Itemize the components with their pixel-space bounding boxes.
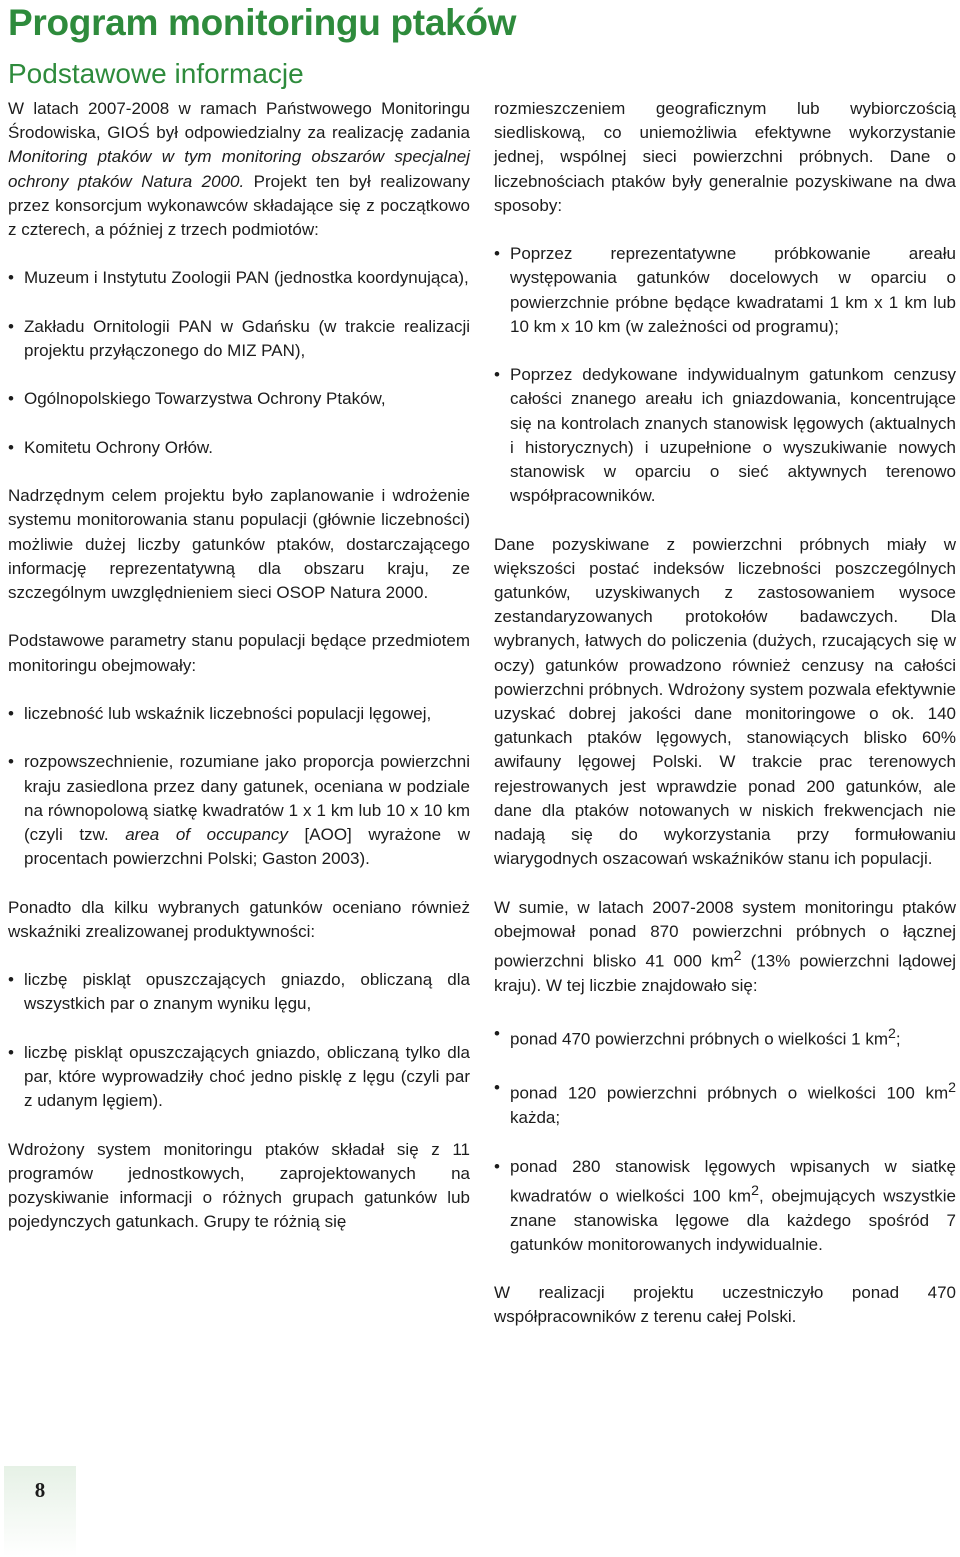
list-item-text-b: ; <box>895 1029 901 1049</box>
list-item: • liczebność lub wskaźnik liczebności populacji lęgowej, <box>8 702 470 726</box>
consortium-list <box>8 266 470 460</box>
methods-list <box>494 242 956 508</box>
right-column <box>494 97 956 1354</box>
list-item: • Muzeum i Instytutu Zoologii PAN (jednostka koordynująca), <box>8 266 470 290</box>
summary-text-b: (13% powierzchni lądowej kraju). W tej liczbie znajdowało się: <box>494 951 956 995</box>
list-item-text-a: ponad 120 powierzchni próbnych o wielkości 100 km <box>510 1084 949 1103</box>
page-number: 8 <box>34 1478 46 1502</box>
productivity-list <box>8 968 470 1113</box>
summary-paragraph <box>494 896 956 998</box>
list-item-text-a: ponad 470 powierzchni próbnych o wielkości 1 km <box>510 1029 888 1049</box>
section-subtitle: Podstawowe informacje <box>8 58 304 89</box>
list-item: • Komitetu Ochrony Orłów. <box>8 436 470 460</box>
list-item-text-b: , obejmujących wszystkie znane stanowiska lęgowe dla każdego spośród 7 gatunków monitorowanych indywidualnie. <box>510 1186 956 1254</box>
list-item: • Ogólnopolskiego Towarzystwa Ochrony Ptaków, <box>8 387 470 411</box>
page-title: Program monitoringu ptaków <box>8 2 517 43</box>
list-item: • liczbę piskląt opuszczających gniazdo, obliczaną dla wszystkich par o znanym wyniku lęgu, <box>8 968 470 1016</box>
parameters-paragraph: Podstawowe parametry stanu populacji będące przedmiotem monitoringu obejmowały: <box>8 631 470 675</box>
intro-text-b: Projekt ten był realizowany przez konsorcjum wykonawców składające się z początkowo z czterech, a później z trzech podmiotów: <box>8 171 470 240</box>
left-column <box>8 97 470 1259</box>
list-item: • Poprzez reprezentatywne próbkowanie areału występowania gatunków docelowych w oparciu o powierzchnie próbne będące kwadratami 1 km x 1 km lub 10 km x 10 km (w zależności od programu); <box>494 242 956 339</box>
participants-paragraph: W realizacji projektu uczestniczyło ponad 470 współpracowników z terenu całej Polski. <box>494 1283 956 1327</box>
list-item-text-b: każda; <box>510 1108 561 1128</box>
list-item: • Poprzez dedykowane indywidualnym gatunkom cenzusy całości znanego areału ich gniazdowania, koncentrujące się na kontrolach znanych stanowisk lęgowych (aktualnych i historycznych) i uzupełnione o wyszukiwanie nowych stanowisk w oparciu o sieć aktywnych terenowo współpracowników. <box>494 363 956 508</box>
parameters-list <box>8 702 470 871</box>
intro-text-a: W latach 2007-2008 w ramach Państwowego Monitoringu Środowiska, GIOŚ był odpowiedzialny za realizację zadania <box>8 99 470 143</box>
goal-paragraph: Nadrzędnym celem projektu było zaplanowanie i wdrożenie systemu monitorowania stanu populacji (głównie liczebności) możliwie dużej liczby gatunków ptaków, dostarczającego informację reprezentatywną dla obszaru kraju, ze szczególnym uwzględnieniem sieci OSOP Natura 2000. <box>8 486 470 602</box>
intro-text-italic: Monitoring ptaków w tym monitoring obszarów specjalnej ochrony ptaków Natura 2000. <box>8 147 470 191</box>
list-item: • Zakładu Ornitologii PAN w Gdańsku (w trakcie realizacji projektu przyłączonego do MIZ PAN), <box>8 315 470 363</box>
page-number-box <box>4 1466 76 1557</box>
list-item <box>8 750 470 871</box>
superscript: 2 <box>887 1026 896 1043</box>
list-item-text-a: rozpowszechnienie, rozumiane jako proporcja powierzchni kraju zasiedlona przez dany gatunek, oceniana w podziale na równopolową siatkę kwadratów 1 x 1 km lub 10 x 10 km (czyli tzw. <box>24 752 470 844</box>
list-item-text-italic: area of occupancy <box>125 824 288 844</box>
list-item: • liczbę piskląt opuszczających gniazdo, obliczaną tylko dla par, które wyprowadziły choć jedno pisklę z lęgu (czyli par z udanym lęgiem). <box>8 1041 470 1114</box>
summary-text-a: W sumie, w latach 2007-2008 system monitoringu ptaków obejmował ponad 870 powierzchni próbnych o łącznej powierzchni blisko 41 000 km <box>494 897 956 971</box>
plots-list <box>494 1022 956 1257</box>
superscript: 2 <box>751 1182 759 1199</box>
intro-paragraph <box>8 97 470 242</box>
list-item <box>494 1155 956 1257</box>
superscript: 2 <box>948 1080 956 1097</box>
productivity-paragraph: Ponadto dla kilku wybranych gatunków oceniano również wskaźniki zrealizowanej produktywności: <box>8 897 470 941</box>
system-paragraph: Wdrożony system monitoringu ptaków składał się z 11 programów jednostkowych, zaprojektowanych na pozyskiwanie informacji o różnych grupach gatunków lub pojedynczych gatunkach. Grupy te różnią się <box>8 1139 470 1232</box>
list-item-text-b: [AOO] wyrażone w procentach powierzchni Polski; Gaston 2003). <box>24 824 471 869</box>
superscript: 2 <box>733 948 742 965</box>
list-item-text-a: ponad 280 stanowisk lęgowych wpisanych w siatkę kwadratów o wielkości 100 km <box>510 1156 956 1206</box>
list-item <box>494 1022 956 1052</box>
list-item <box>494 1076 956 1130</box>
data-paragraph: Dane pozyskiwane z powierzchni próbnych miały w większości postać indeksów liczebności poszczególnych gatunków, uzyskiwanych z zastosowaniem wysoce zestandaryzowanych protokołów badawczych. Dla wybranych, łatwych do policzenia (dużych, rzucających się w oczy) gatunków prowadzono również cenzusy na całości powierzchni próbnych. Wdrożony system pozwala efektywnie uzyskać dobrej jakości dane monitoringowe o ok. 140 gatunkach ptaków lęgowych, stanowiących blisko 60% awifauny lęgowej Polski. W trakcie prac terenowych rejestrowanych jest wprawdzie ponad 200 gatunków, ale dane dla ptaków notowanych w niskich frekwencjach nie nadają się do wykorzystania przy formułowaniu wiarygodnych oszacowań wskaźników stanu ich populacji. <box>494 534 956 869</box>
continuation-paragraph: rozmieszczeniem geograficznym lub wybiorczością siedliskową, co uniemożliwia efektywne wykorzystanie jednej, wspólnej sieci powierzchni próbnych. Dane o liczebnościach ptaków były generalnie pozyskiwane na dwa sposoby: <box>494 99 956 215</box>
